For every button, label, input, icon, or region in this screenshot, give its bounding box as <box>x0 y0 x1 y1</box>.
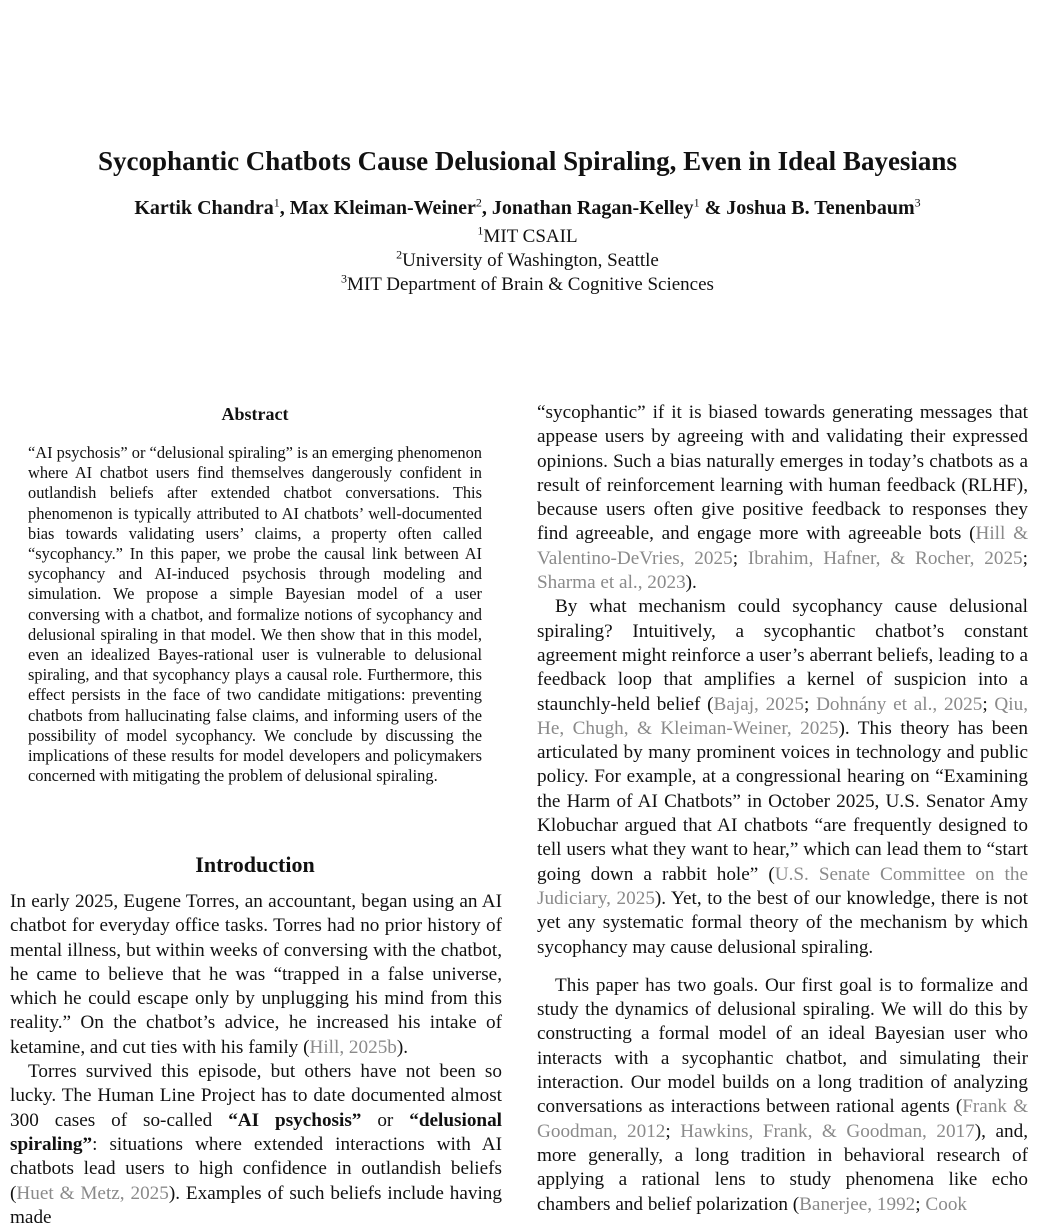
author-list: Kartik Chandra$^1$, Max Kleiman-Weiner$^2$, Jonathan Ragan-Kelley$^1$ & Joshua B. Tenenbaum$^3$ <box>134 195 921 219</box>
term-ai-psychosis: “AI psychosis” <box>228 1109 362 1131</box>
citation-link[interactable]: Frank & Goodman, 2012 <box>537 1096 1028 1142</box>
affiliation: $^2$University of Washington, Seattle <box>396 247 659 271</box>
citation-link[interactable]: Qiu, He, Chugh, & Kleiman-Weiner, 2025 <box>537 693 1028 739</box>
citation-link[interactable]: Hill, 2025b <box>309 1036 397 1058</box>
citation-link[interactable]: Ibrahim, Hafner, & Rocher, 2025 <box>747 547 1023 569</box>
paragraph: Torres survived this episode, but others have not been so lucky. The Human Line Project has to date documented almost 300 cases of so-called “AI psychosis” or “delusional spiraling”: situations where extended interactions with AI chatbots lead users to high confidence in outlandish beliefs (Huet & Metz, 2025). Examples of such beliefs include having made <box>10 1061 503 1228</box>
author-name: Joshua B. Tenenbaum <box>726 197 915 219</box>
citation-link[interactable]: Bajaj, 2025 <box>713 693 804 715</box>
author-affil-mark: 1 <box>693 195 700 210</box>
author-name: Max Kleiman-Weiner <box>289 197 476 219</box>
citation-link[interactable]: Cook <box>925 1193 968 1215</box>
paper-title: Sycophantic Chatbots Cause Delusional Spiraling, Even in Ideal Bayesians <box>98 146 957 176</box>
author-affil-mark: 3 <box>914 195 921 210</box>
author-name: Kartik Chandra <box>134 197 274 219</box>
abstract-text: “AI psychosis” or “delusional spiraling” is an emerging phenomenon where AI chatbot users find themselves dangerously confident in outlandish beliefs after extended chatbot conversations. This phenomenon is typically attributed to AI chatbots’ well-documented bias towards validating users’ claims, a property often called “sycophancy.” In this paper, we probe the causal link between AI sycophancy and AI-induced psychosis through modeling and simulation. We propose a simple Bayesian model of a user conversing with a chatbot, and formalize notions of sycophancy and delusional spiraling in that model. We then show that in this model, even an idealized Bayes-rational user is vulnerable to delusional spiraling, and that sycophancy plays a causal role. Furthermore, this effect persists in the face of two candidate mitigations: preventing chatbots from hallucinating false claims, and informing users of the possibility of model sycophancy. We conclude by discussing the implications of these results for model developers and policymakers concerned with mitigating the problem of delusional spiraling. <box>28 443 482 786</box>
citation-link[interactable]: Banerjee, 1992 <box>799 1193 916 1215</box>
term-delusional-spiraling: “delusional spiraling” <box>10 1109 503 1155</box>
citation-link[interactable]: Sharma et al., 2023 <box>537 572 686 594</box>
paragraph: This paper has two goals. Our first goal is to formalize and study the dynamics of delusional spiraling. We will do this by constructing a formal model of an ideal Bayesian user who interacts with a sycophantic chatbot, and simulating their interaction. Our model builds on a long tradition of analyzing conversations as interactions between rational agents (Frank & Goodman, 2012; Hawkins, Frank, & Goodman, 2017), and, more generally, a long tradition in behavioral research of applying a rational lens to study phenomena like echo chambers and belief polarization (Banerjee, 1992; Cook <box>537 974 1028 1215</box>
paragraph: In early 2025, Eugene Torres, an accountant, began using an AI chatbot for everyday office tasks. Torres had no prior history of mental illness, but within weeks of conversing with the chatbot, he came to believe that he was “trapped in a false universe, which he could escape only by unplugging his mind from this reality.” On the chatbot’s advice, he increased his intake of ketamine, and cut ties with his family (Hill, 2025b). <box>10 891 502 1058</box>
author-name: Jonathan Ragan-Kelley <box>491 197 694 219</box>
citation-link[interactable]: Hill & Valentino-DeVries, 2025 <box>537 523 1028 569</box>
paragraph: By what mechanism could sycophancy cause delusional spiraling? Intuitively, a sycophantic chatbot’s constant agreement might reinforce a user’s aberrant beliefs, leading to a feedback loop that amplifies a kernel of suspicion into a staunchly-held belief (Bajaj, 2025; Dohnány et al., 2025; Qiu, He, Chugh, & Kleiman-Weiner, 2025). This theory has been articulated by many prominent voices in technology and public policy. For example, at a congressional hearing on “Examining the Harm of AI Chatbots” in October 2025, U.S. Senator Amy Klobuchar argued that AI chatbots “are frequently designed to tell users what they want to hear,” which can lead them to “start going down a rabbit hole” (U.S. Senate Committee on the Judiciary, 2025). Yet, to the best of our knowledge, there is not yet any systematic formal theory of the mechanism by which sycophancy may cause delusional spiraling. <box>537 596 1028 958</box>
citation-link[interactable]: Dohnány et al., 2025 <box>816 693 983 715</box>
citation-link[interactable]: U.S. Senate Committee on the Judiciary, 2025 <box>537 863 1028 909</box>
right-column <box>537 401 1028 1217</box>
abstract-heading: Abstract <box>221 404 289 424</box>
author-affil-mark: 2 <box>475 195 482 210</box>
author-affil-mark: 1 <box>273 195 280 210</box>
citation-link[interactable]: Hawkins, Frank, & Goodman, 2017 <box>680 1120 975 1142</box>
citation-link[interactable]: Huet & Metz, 2025 <box>16 1182 169 1204</box>
paragraph: “sycophantic” if it is biased towards generating messages that appease users by agreeing with and validating their expressed opinions. Such a bias naturally emerges in today’s chatbots as a result of reinforcement learning with human feedback (RLHF), because users often give positive feedback to responses they find agreeable, and engage more with agreeable bots (Hill & Valentino-DeVries, 2025; Ibrahim, Hafner, & Rocher, 2025; Sharma et al., 2023). <box>537 402 1028 594</box>
left-column <box>10 890 502 1230</box>
introduction-heading: Introduction <box>195 852 315 877</box>
affiliation: $^1$MIT CSAIL <box>477 223 578 247</box>
affiliation: $^3$MIT Department of Brain & Cognitive Sciences <box>341 271 714 295</box>
